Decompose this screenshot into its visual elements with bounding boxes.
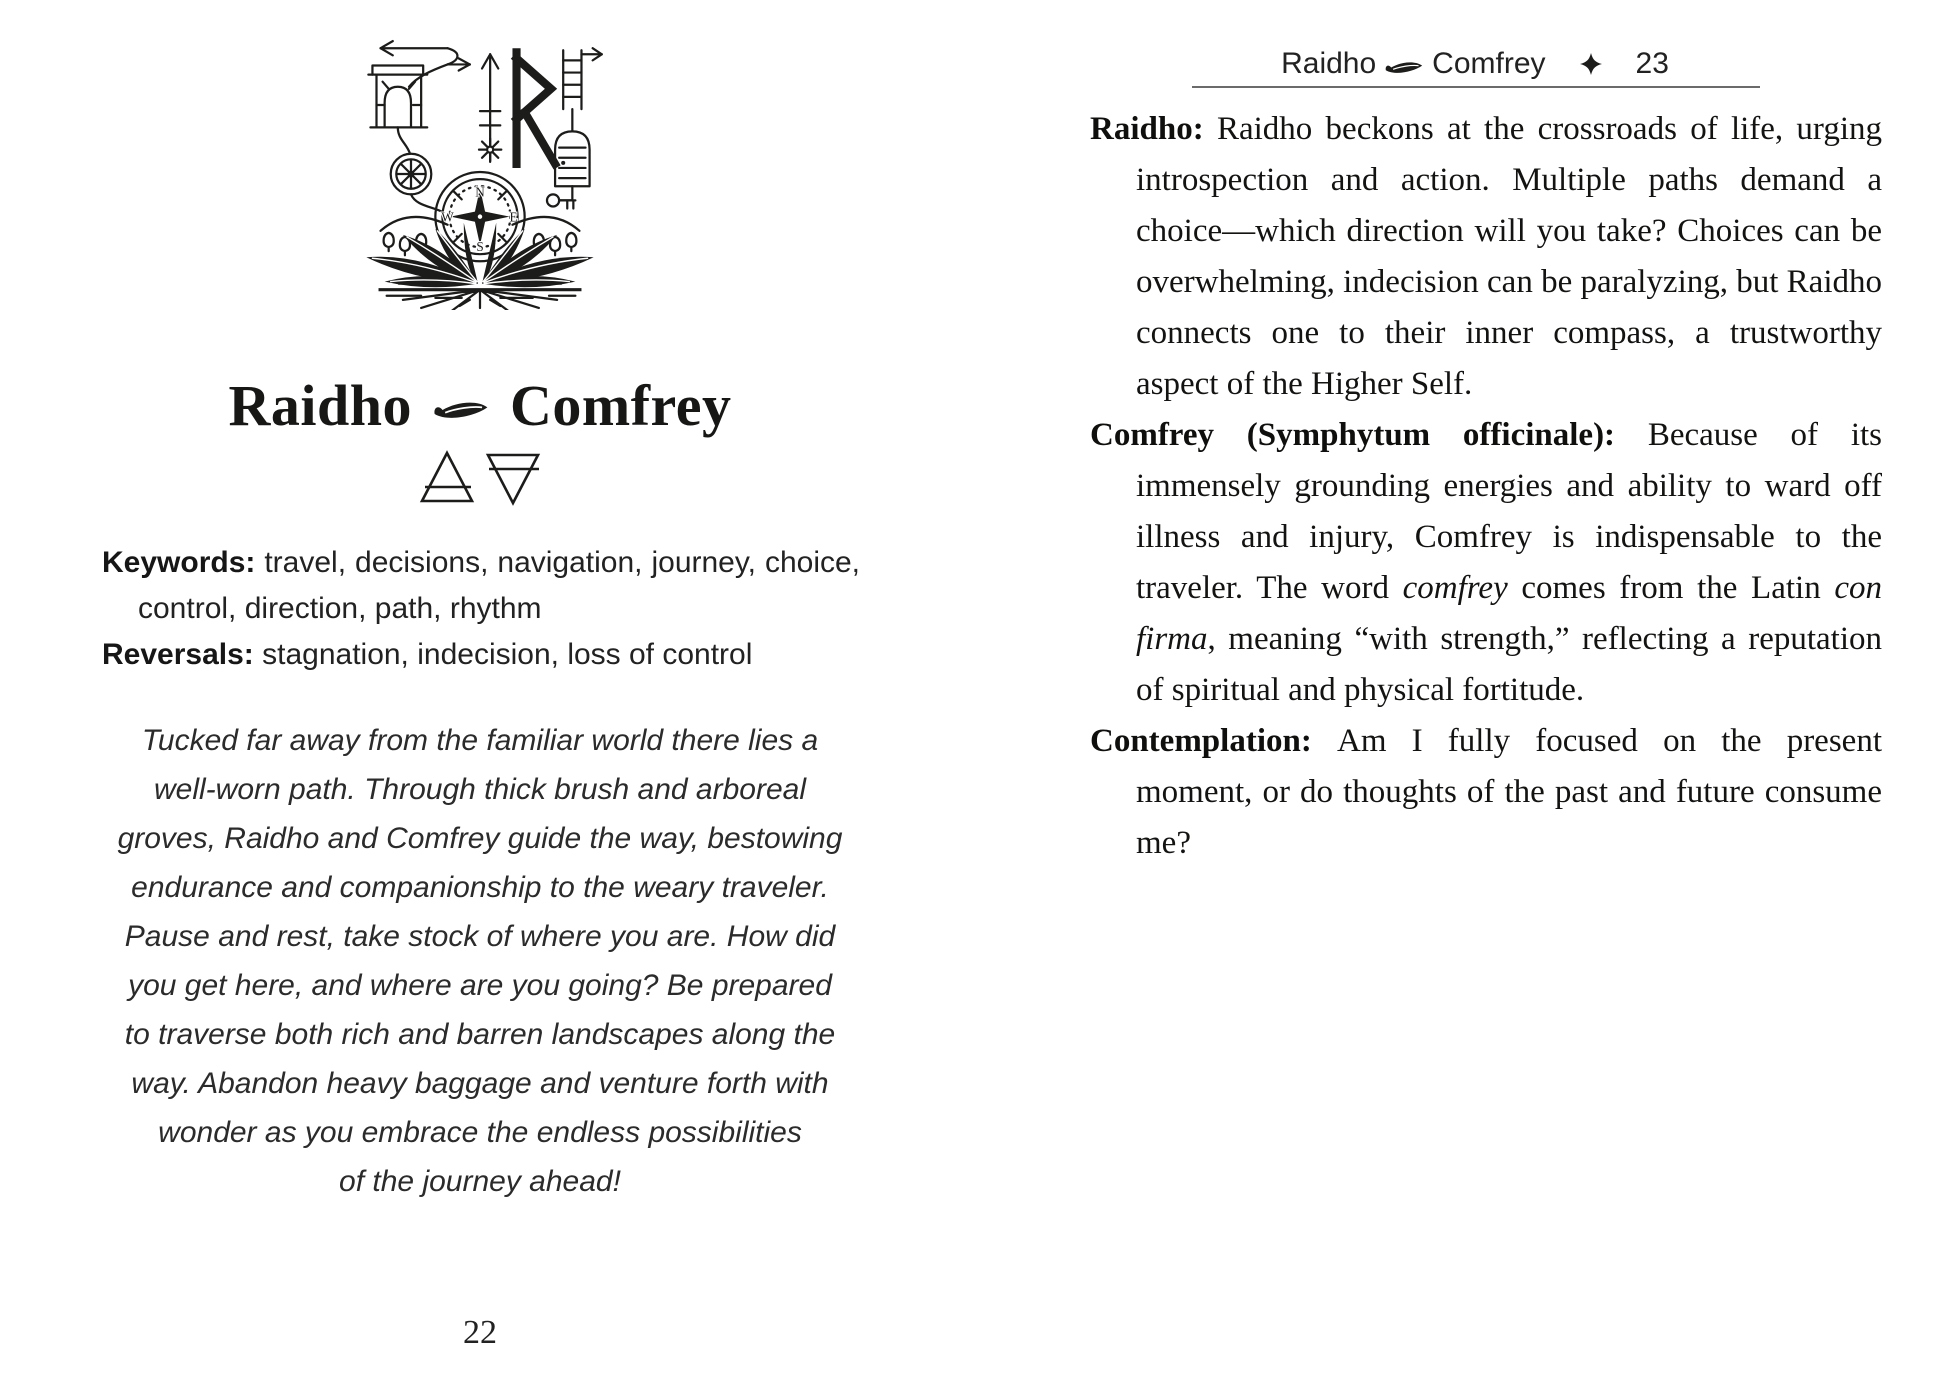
keywords-line — [102, 540, 860, 632]
running-head — [1095, 44, 1855, 84]
raidho-rune-glyph — [517, 52, 556, 164]
reversals-label: Reversals: — [102, 638, 254, 671]
wheel-icon — [391, 154, 432, 195]
compass-s-label: S — [476, 239, 484, 255]
door-icon — [555, 131, 590, 200]
verse-line: of the journey ahead! — [339, 1165, 621, 1198]
entry-comfrey: Comfrey (Symphytum officinale): Because of its immensely grounding energies and ability to ward off illness and injury, Comfrey is indispensable to the traveler. The word comfrey comes from the Latin con firma, meaning “with strength,” reflecting a reputation of spiritual and physical fortitude. — [1090, 417, 1882, 708]
element-symbols — [100, 446, 860, 510]
leaf-ornament-icon — [1384, 59, 1424, 76]
raidho-comfrey-illustration — [348, 34, 612, 310]
verse-line: you get here, and where are you going? Be prepared — [128, 969, 832, 1002]
key-icon — [547, 194, 575, 208]
verse-line: endurance and companionship to the weary traveler. — [131, 871, 829, 904]
entry-raidho: Raidho: Raidho beckons at the crossroads of life, urging introspection and action. Multiple paths demand a choice—which direction will you take? Choices can be overwhelming, indecision can be paralyzing, but Raidho connects one to their inner compass, a trustworthy aspect of the Higher Self. — [1090, 111, 1882, 402]
verse-line: wonder as you embrace the endless possibilities — [158, 1116, 802, 1149]
running-head-rule — [1192, 86, 1760, 88]
running-head-word-comfrey: Comfrey — [1432, 47, 1546, 80]
verse-line: way. Abandon heavy baggage and venture forth with — [131, 1067, 829, 1100]
entries-column — [1090, 104, 1882, 869]
verse-line: Tucked far away from the familiar world there lies a — [141, 724, 819, 757]
leaf-ornament-icon — [432, 398, 490, 422]
reversals-line — [102, 632, 860, 678]
reversals-text: stagnation, indecision, loss of control — [253, 638, 753, 671]
compass-n-label: N — [475, 184, 485, 200]
verse-line: Pause and rest, take stock of where you are. How did — [124, 920, 836, 953]
compass-w-label: W — [441, 209, 454, 225]
compass-e-label: E — [509, 209, 518, 225]
left-page-number: 22 — [463, 1314, 497, 1351]
keywords-block — [102, 540, 860, 678]
verse-line: well-worn path. Through thick brush and arboreal — [153, 773, 807, 806]
arrow-staff-icon — [479, 54, 501, 162]
road-line — [398, 127, 444, 212]
verse-line: groves, Raidho and Comfrey guide the way, bestowing — [117, 822, 843, 855]
air-symbol-icon — [417, 447, 477, 509]
earth-symbol-icon — [483, 447, 543, 509]
raidho-comfrey-emblem-svg — [348, 34, 612, 310]
verse-paragraph — [108, 716, 852, 1206]
chapter-title — [100, 370, 860, 440]
path-arrows-icon — [381, 41, 470, 87]
ladder-icon — [563, 48, 602, 131]
verse-line: to traverse both rich and barren landscapes along the — [124, 1018, 836, 1051]
keywords-label: Keywords: — [102, 546, 256, 579]
title-word-raidho: Raidho — [228, 372, 413, 438]
keywords-text: travel, decisions, navigation, journey, choice, control, direction, path, rhythm — [138, 546, 860, 625]
right-page-number: 23 — [1635, 47, 1669, 80]
arch-icon — [368, 65, 427, 127]
ground-roots-icon — [379, 284, 582, 310]
title-word-comfrey: Comfrey — [510, 372, 732, 438]
entry-contemplation: Contemplation: Am I fully focused on the present moment, or do thoughts of the past and future consume me? — [1090, 723, 1882, 861]
running-head-word-raidho: Raidho — [1281, 47, 1377, 80]
four-point-star-icon — [1580, 53, 1602, 75]
